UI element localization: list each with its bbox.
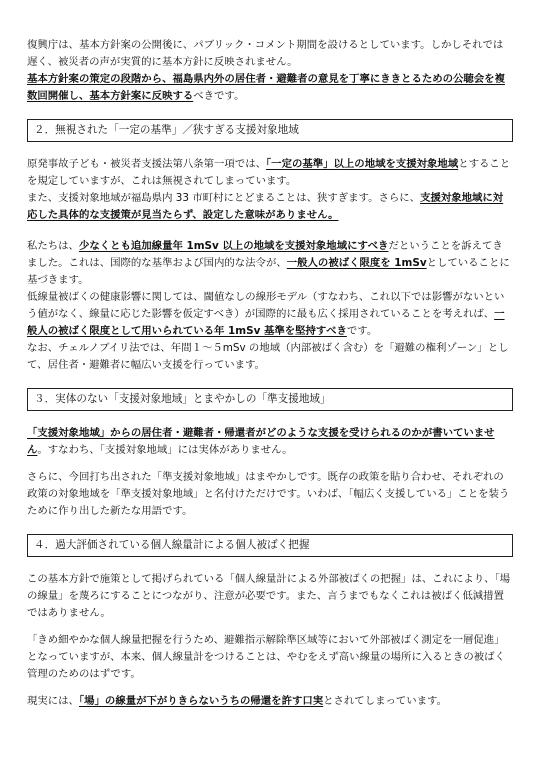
section-3-paragraph-1 <box>27 425 513 459</box>
text-run: 低線量被ばくの健康影響に関しては、閾値なしの線形モデル（すなわち、これ以下では影響がないという値がなく、線量に応じた影響を仮定すべき）が国際的に最も広く採用されていることを考えれば、 <box>27 291 505 320</box>
text-run: 原発事故子ども・被災者支援法第八条第一項では、 <box>27 158 266 170</box>
emphasis-run: 一般人の被ばく限度として用いられている年 1mSv 基準を堅持すべき <box>27 308 505 337</box>
text-run: また、支援対象地域が福島県内 33 市町村にとどまることは、狭すぎます。さらに、 <box>27 192 421 204</box>
text-run: です。 <box>346 325 378 337</box>
intro-paragraph-1: 復興庁は、基本方針案の公開後に、パブリック・コメント期間を設けるとしています。しかしそれでは遅く、被災者の声が実質的に基本方針に反映されません。 <box>27 39 504 68</box>
intro-paragraph-2 <box>27 71 513 105</box>
emphasis-run: 支援対象地域に対応した具体的な支援策が見当たらず、設定した意味がありません。 <box>27 192 504 221</box>
section-4-heading: ４．過大評価されている個人線量計による個人被ばく把握 <box>27 534 513 557</box>
section-2-paragraph-5: なお、チェルノブイリ法では、年間１～５mSv の地域（内部被ばく含む）を「避難の権利ゾーン」として、居住者・避難者に幅広い支援を行っています。 <box>27 342 509 371</box>
emphasis-run: 「場」の線量が下がりきらないうちの帰還を許す口実 <box>78 695 324 707</box>
section-2-paragraph-4 <box>27 289 513 340</box>
section-2-heading: ２．無視された「一定の基準」／狭すぎる支援対象地域 <box>27 119 513 142</box>
emphasis-run: 「一定の基準」以上の地域を支援対象地域 <box>265 158 459 170</box>
section-2-paragraph-2 <box>27 190 513 224</box>
text-run: 現実には、 <box>27 695 79 707</box>
intro-tail: べきです。 <box>193 90 245 102</box>
text-run: としていることに基づきます。 <box>27 257 510 286</box>
document-body <box>27 37 513 710</box>
text-run: 。すなわち、「支援対象地域」には実体がありません。 <box>37 444 293 456</box>
text-run: とすることを規定していますが、これは無視されてしまっています。 <box>27 158 511 187</box>
section-3-heading: ３．実体のない「支援対象地域」とまやかしの「準支援地域」 <box>27 388 513 411</box>
section-4-paragraph-1: この基本方針で施策として掲げられている「個人線量計による外部被ばくの把握」は、これにより、「場の線量」を蔑ろにすることにつながり、注意が必要です。また、言うまでもなくこれは被ばく低減措置ではありません。 <box>27 573 511 619</box>
emphasis-run: 少なくとも追加線量年 1mSv 以上の地域を支援対象地域にすべき <box>78 240 389 252</box>
intro-emphasis: 基本方針案の策定の段階から、福島県内外の居住者・避難者の意見を丁寧にききとるための公聴会を複数回開催し、基本方針案に反映する <box>27 73 505 102</box>
section-2-paragraph-1 <box>27 156 513 190</box>
section-3-paragraph-2: さらに、今回打ち出された「準支援対象地域」はまやかしです。既存の政策を貼り合わせ、それぞれの政策の対象地域を「準支援対象地域」と名付けただけです。いわば、「幅広く支援している」ことを装うために作り出した新たな用語です。 <box>27 471 510 517</box>
text-run: 私たちは、 <box>27 240 79 252</box>
emphasis-run: 「支援対象地域」からの居住者・避難者・帰還者がどのような支援を受けられるのかが書いていません <box>27 427 495 456</box>
section-4-paragraph-2: 「きめ細やかな個人線量把握を行うため、避難指示解除準区域等において外部被ばく測定を一層促進」となっていますが、本来、個人線量計をつけることは、やむをえず高い線量の場所に入るときの被ばく管理のためのはずです。 <box>27 634 505 680</box>
section-4-paragraph-3 <box>27 693 513 710</box>
emphasis-run: 一般人の被ばく限度を 1mSv <box>286 257 427 269</box>
text-run: だということを訴えてきました。これは、国際的な基準および国内的な法令が、 <box>27 240 503 269</box>
section-2-paragraph-3 <box>27 238 513 289</box>
text-run: とされてしまっています。 <box>323 695 447 707</box>
